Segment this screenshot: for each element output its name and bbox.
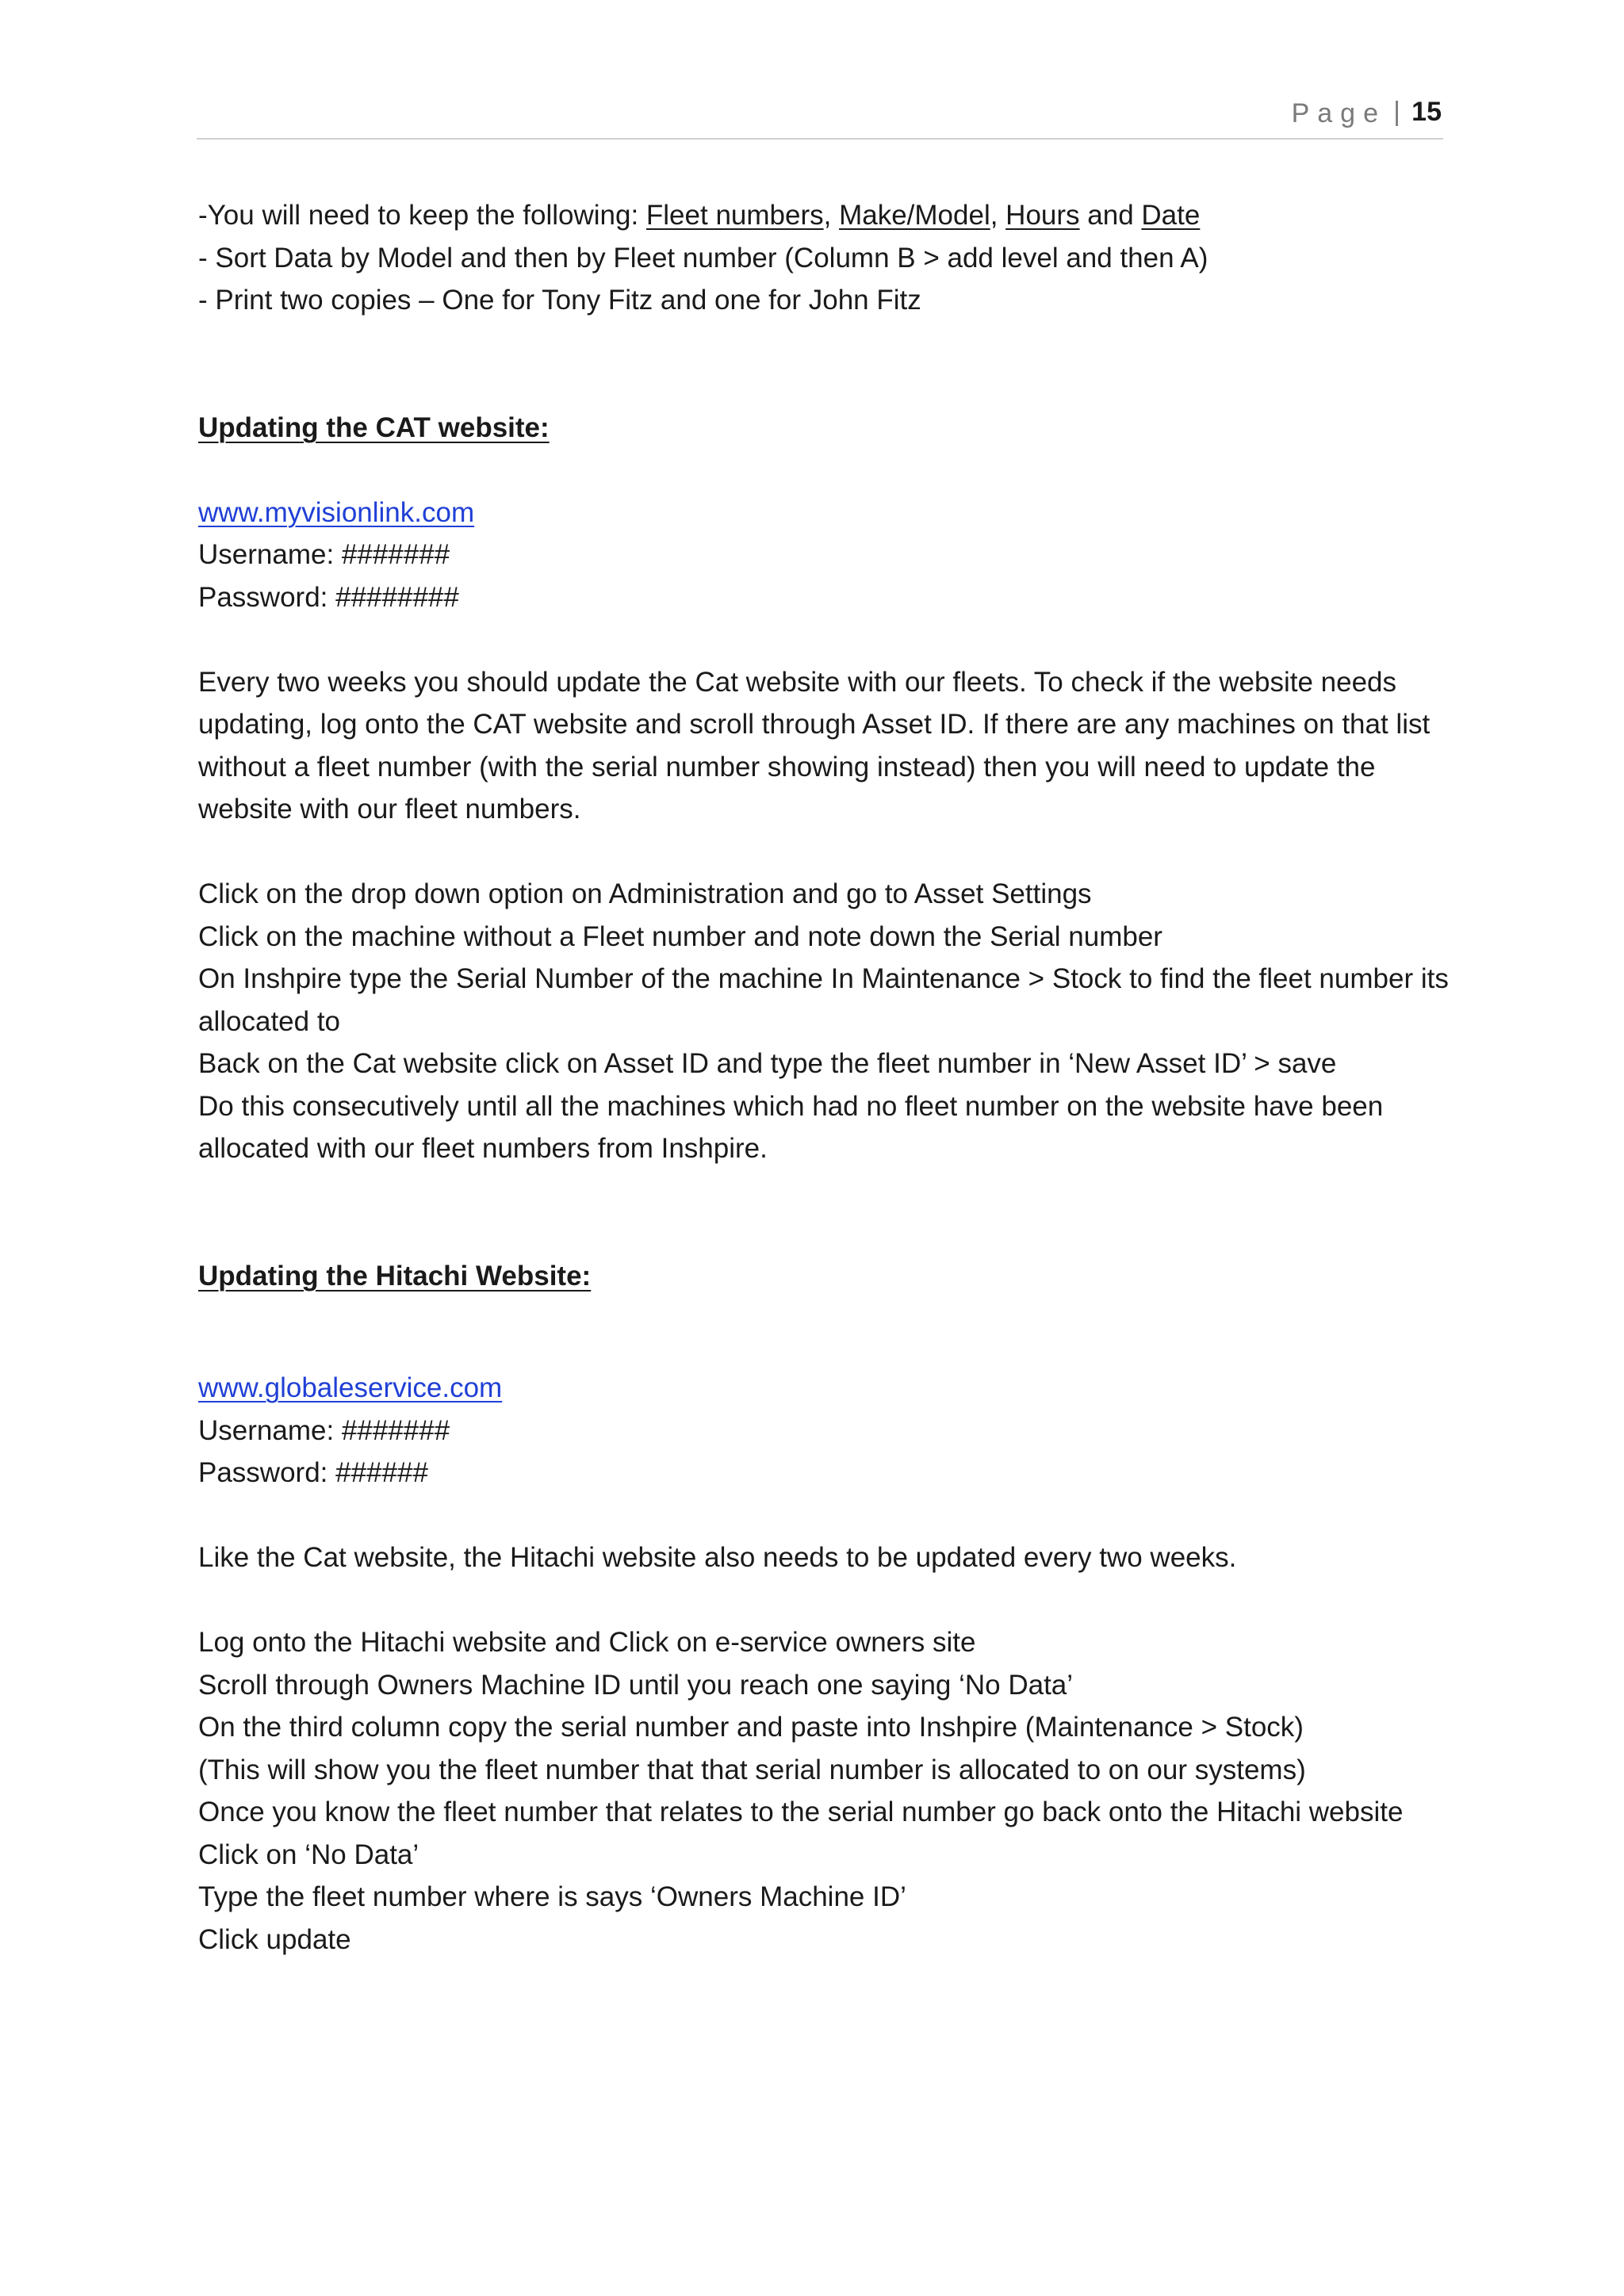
- keep-separator: ,: [823, 200, 840, 231]
- cat-step: Back on the Cat website click on Asset ID and type the fleet number in ‘New Asset ID’ > save: [198, 1048, 1337, 1079]
- keep-separator: ,: [990, 200, 1006, 231]
- keep-item-date: Date: [1141, 200, 1201, 231]
- hitachi-step: Type the fleet number where is says ‘Owners Machine ID’: [198, 1881, 906, 1912]
- hitachi-step: Click update: [198, 1923, 351, 1955]
- hitachi-heading: Updating the Hitachi Website:: [198, 1260, 592, 1292]
- keep-line: [198, 194, 1451, 237]
- keep-item-hours: Hours: [1005, 200, 1080, 231]
- cat-website-link[interactable]: www.myvisionlink.com: [198, 496, 475, 528]
- hitachi-username: Username: #######: [198, 1414, 450, 1446]
- hitachi-paragraph: Like the Cat website, the Hitachi website also needs to be updated every two weeks.: [198, 1542, 1237, 1573]
- hitachi-step: Click on ‘No Data’: [198, 1839, 419, 1870]
- page-label: Page: [1291, 98, 1386, 128]
- cat-step: Do this consecutively until all the machines which had no fleet number on the website have been allocated with our fleet numbers from Inshpire.: [198, 1090, 1384, 1164]
- hitachi-step: Scroll through Owners Machine ID until you reach one saying ‘No Data’: [198, 1669, 1074, 1701]
- hitachi-password: Password: ######: [198, 1457, 428, 1488]
- hitachi-step: (This will show you the fleet number that that serial number is allocated to on our systems): [198, 1754, 1306, 1785]
- cat-heading: Updating the CAT website:: [198, 411, 550, 443]
- document-body: [198, 194, 1451, 1961]
- print-instruction: - Print two copies – One for Tony Fitz and one for John Fitz: [198, 285, 921, 316]
- sort-instruction: - Sort Data by Model and then by Fleet number (Column B > add level and then A): [198, 242, 1208, 274]
- hitachi-step: Once you know the fleet number that relates to the serial number go back onto the Hitachi website: [198, 1797, 1404, 1827]
- page-separator: |: [1393, 97, 1400, 127]
- keep-item-make-model: Make/Model: [839, 200, 990, 231]
- page-number: 15: [1411, 97, 1442, 127]
- keep-and: and: [1079, 200, 1142, 231]
- cat-paragraph: Every two weeks you should update the Cat website with our fleets. To check if the website needs updating, log onto the CAT website and scroll through Asset ID. If there are any machines on that list without a fleet number (with the serial number showing instead) then you will need to update the website with our fleet numbers.: [198, 666, 1431, 825]
- keep-prefix: -You will need to keep the following:: [198, 200, 646, 231]
- hitachi-step: Log onto the Hitachi website and Click on e-service owners site: [198, 1627, 976, 1658]
- cat-step: Click on the machine without a Fleet number and note down the Serial number: [198, 920, 1162, 952]
- cat-step: On Inshpire type the Serial Number of the machine In Maintenance > Stock to find the fleet number its allocated to: [198, 963, 1449, 1037]
- keep-item-fleet-numbers: Fleet numbers: [645, 200, 824, 231]
- cat-username: Username: #######: [198, 539, 450, 570]
- hitachi-step: On the third column copy the serial number and paste into Inshpire (Maintenance > Stock): [198, 1712, 1304, 1743]
- hitachi-website-link[interactable]: www.globaleservice.com: [198, 1372, 503, 1403]
- page-header: [197, 87, 1443, 140]
- cat-password: Password: ########: [198, 581, 459, 613]
- cat-step: Click on the drop down option on Administration and go to Asset Settings: [198, 878, 1092, 909]
